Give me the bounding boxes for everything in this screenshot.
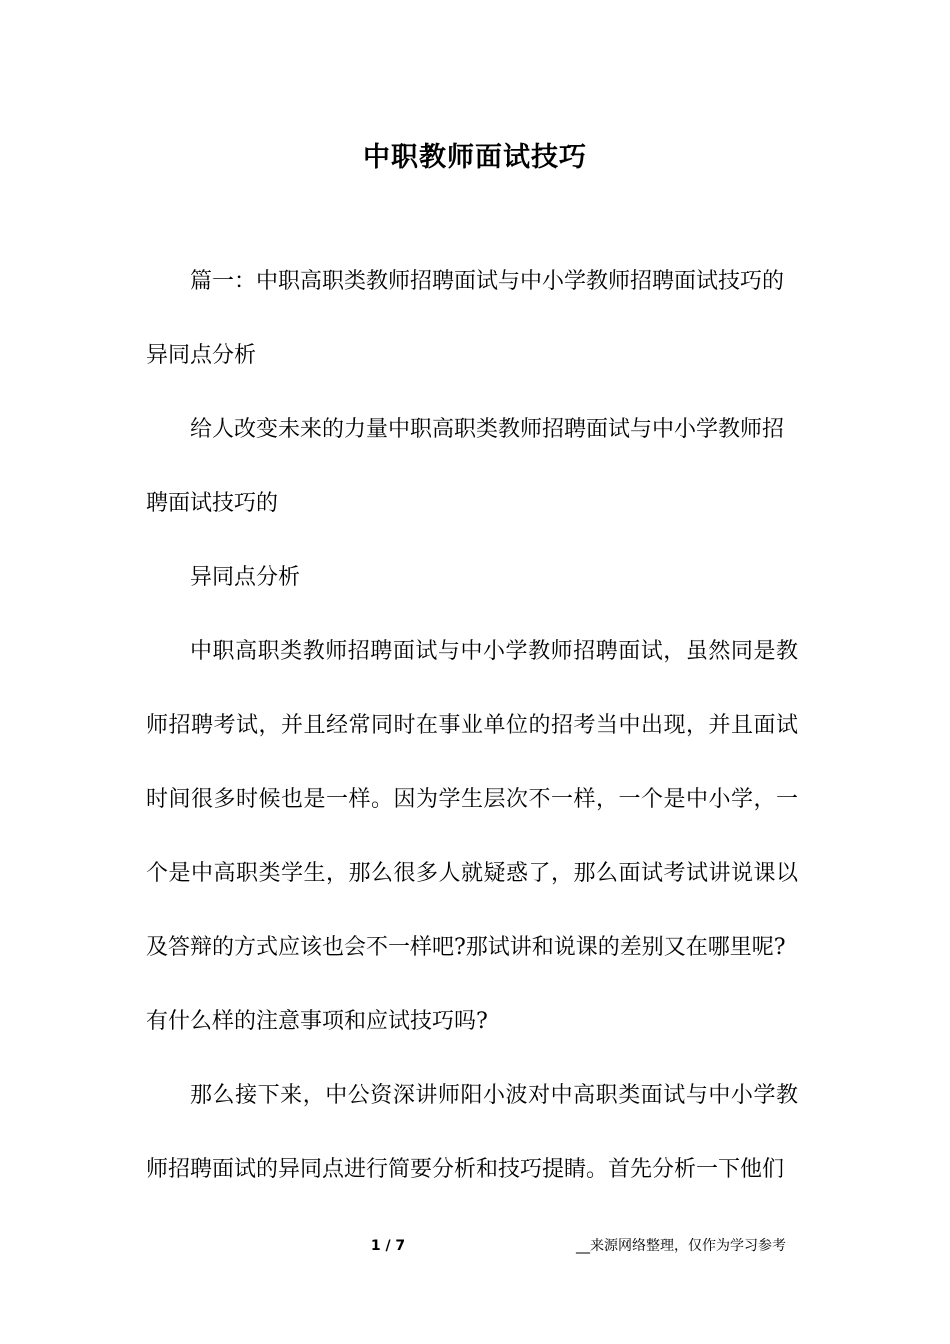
page-footer: [0, 1234, 950, 1258]
paragraph-2: 异同点分析: [146, 343, 257, 368]
paragraph-1: 篇一：中职高职类教师招聘面试与中小学教师招聘面试技巧的: [190, 269, 785, 294]
page-number: 1 / 7: [370, 1238, 406, 1254]
paragraph-7: 有什么样的注意事项和应试技巧吗?: [146, 1009, 488, 1034]
source-note: __来源网络整理，仅作为学习参考: [576, 1238, 786, 1254]
paragraph-5: 异同点分析: [190, 565, 301, 590]
document-title: 中职教师面试技巧: [363, 142, 587, 173]
paragraph-8: 那么接下来，中公资深讲师阳小波对中高职类面试与中小学教师招聘面试的异同点进行简要分析和技巧提睛。首先分析一下他们: [146, 1083, 798, 1182]
paragraph-3: 给人改变未来的力量中职高职类教师招聘面试与中小学教师招: [190, 417, 785, 442]
document-body: [146, 245, 798, 1207]
paragraph-4: 聘面试技巧的: [146, 491, 279, 516]
paragraph-6: 中职高职类教师招聘面试与中小学教师招聘面试，虽然同是教师招聘考试，并且经常同时在事业单位的招考当中出现，并且面试时间很多时候也是一样。因为学生层次不一样，一个是中小学，一个是中高职类学生，那么很多人就疑惑了，那么面试考试讲说课以及答辩的方式应该也会不一样吧?那试讲和说课的差别又在哪里呢?: [146, 639, 798, 960]
